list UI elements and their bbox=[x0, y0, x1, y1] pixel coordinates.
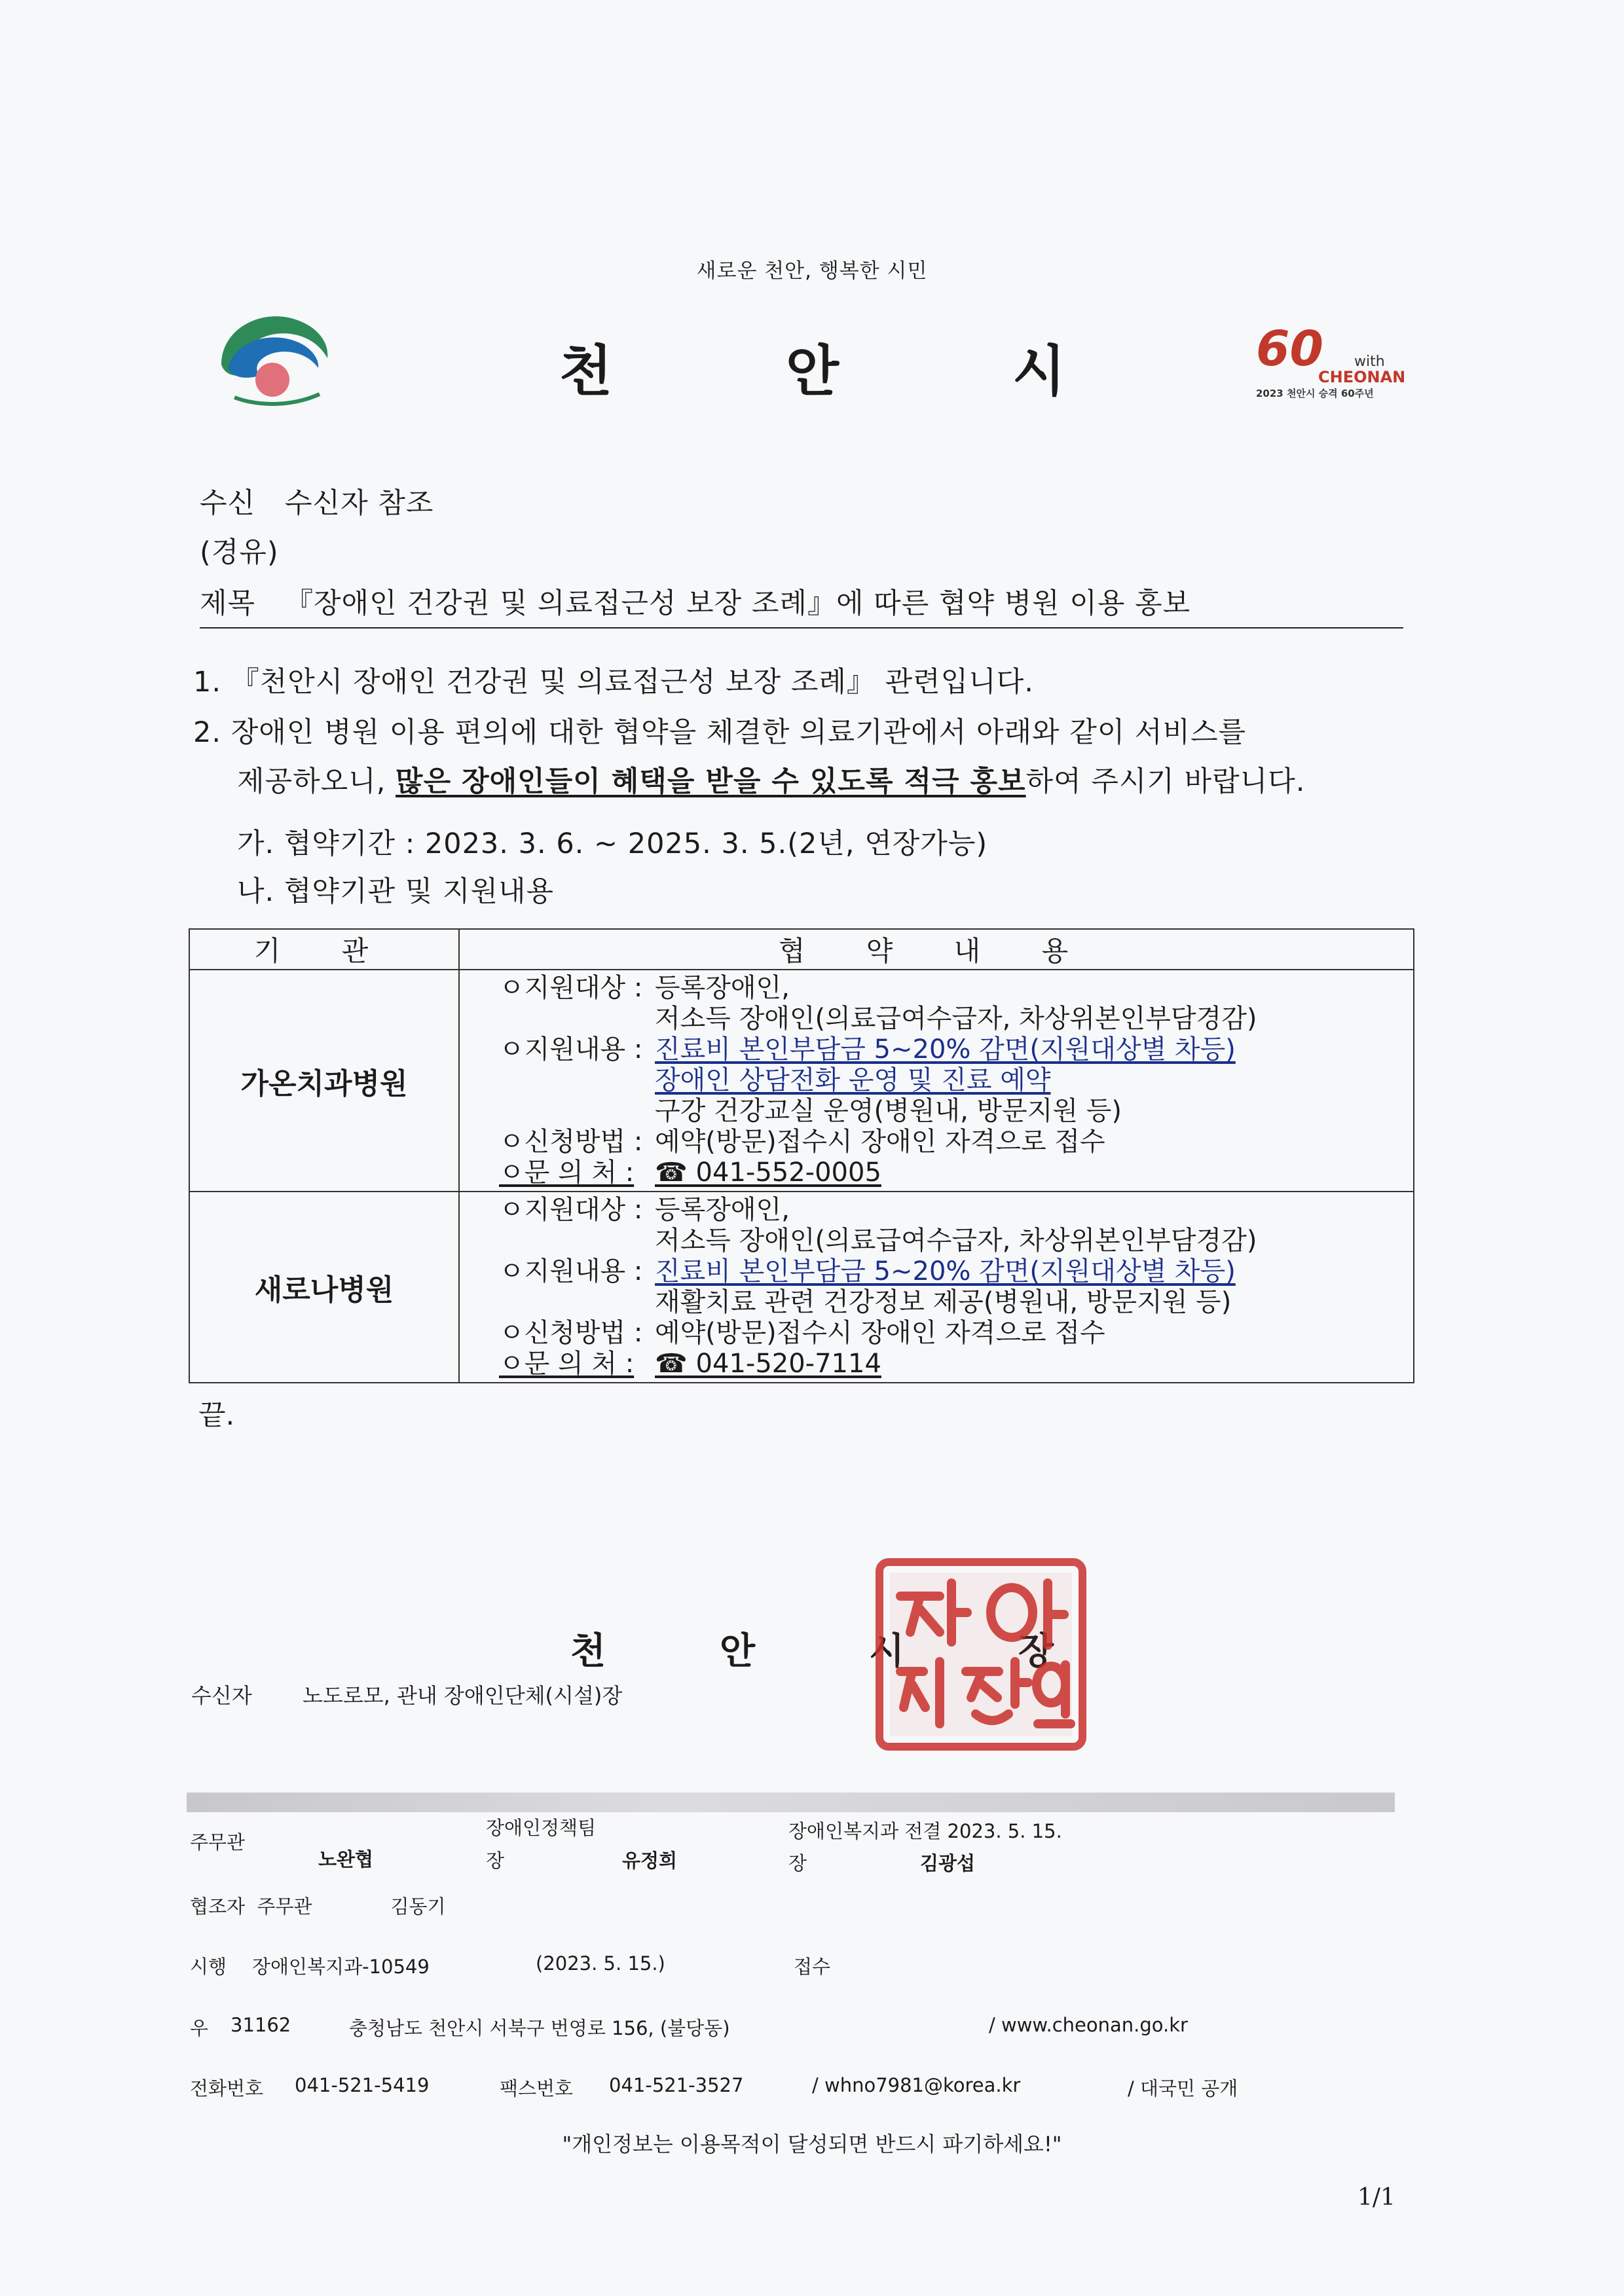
sign-char: 장 bbox=[1018, 1630, 1054, 1673]
fax-value: 041-521-3527 bbox=[609, 2074, 744, 2096]
agreement-details bbox=[459, 970, 1414, 1192]
subject-line bbox=[200, 581, 1190, 621]
target-value: 등록장애인, bbox=[655, 973, 790, 1003]
approval-divider-band bbox=[187, 1793, 1395, 1812]
table-header-row bbox=[189, 929, 1414, 970]
subject-label: 제목 bbox=[200, 587, 256, 620]
content-value: 진료비 본인부담금 5~20% 감면(지원대상별 차등) bbox=[655, 1256, 1236, 1286]
content-value: 재활치료 관련 건강정보 제공(병원내, 방문지원 등) bbox=[655, 1287, 1232, 1317]
header-org: 기 관 bbox=[189, 929, 459, 970]
exec-value: 장애인복지과-10549 bbox=[252, 1956, 430, 1978]
end-mark: 끝. bbox=[198, 1399, 235, 1432]
contact-label: ㅇ문 의 처 : bbox=[499, 1157, 635, 1188]
header-content: 협 약 내 용 bbox=[459, 929, 1414, 970]
dept-name: 김광섭 bbox=[920, 1852, 976, 1874]
dept-label-2: 장 bbox=[788, 1852, 807, 1874]
org-char: 안 bbox=[786, 339, 841, 403]
fax-label: 팩스번호 bbox=[500, 2077, 574, 2100]
p2-prefix: 제공하오니, bbox=[237, 765, 396, 798]
content-label: ㅇ지원내용 : bbox=[499, 1034, 643, 1065]
drafter-label: 주무관 bbox=[190, 1831, 246, 1853]
target-value: 저소득 장애인(의료급여수급자, 차상위본인부담경감) bbox=[655, 1004, 1257, 1034]
recipient-value: 수신자 참조 bbox=[285, 487, 434, 520]
anniv-with: with bbox=[1354, 354, 1385, 370]
recipients-label: 수신자 bbox=[191, 1683, 252, 1708]
page-number: 1/1 bbox=[1357, 2184, 1395, 2211]
anniv-brand: CHEONAN bbox=[1318, 368, 1406, 386]
org-name: 새로나병원 bbox=[189, 1192, 459, 1383]
sign-char: 안 bbox=[719, 1630, 756, 1673]
phone-label: 전화번호 bbox=[190, 2077, 264, 2100]
table-row bbox=[189, 970, 1414, 1192]
p2-emphasis: 많은 장애인들이 혜택을 받을 수 있도록 적극 홍보 bbox=[396, 765, 1026, 798]
apply-value: 예약(방문)접수시 장애인 자격으로 접수 bbox=[655, 1318, 1105, 1348]
sign-char: 시 bbox=[868, 1630, 905, 1673]
org-char: 천 bbox=[559, 339, 614, 403]
phone-value: 041-521-5419 bbox=[295, 2074, 430, 2096]
content-value: 구강 건강교실 운영(병원내, 방문지원 등) bbox=[655, 1096, 1122, 1126]
recipient-line bbox=[200, 481, 434, 521]
cooperator-role: 주무관 bbox=[257, 1895, 312, 1918]
privacy-notice: "개인정보는 이용목적이 달성되면 반드시 파기하세요!" bbox=[562, 2132, 1062, 2157]
receipt-label: 접수 bbox=[794, 1956, 831, 1978]
org-char: 시 bbox=[1012, 339, 1067, 403]
recipient-label: 수신 bbox=[200, 487, 256, 520]
team-label-2: 장 bbox=[486, 1850, 505, 1872]
recipients-line bbox=[191, 1679, 622, 1709]
cooperator-label: 협조자 bbox=[190, 1895, 246, 1918]
dept-action: 전결 2023. 5. 15. bbox=[904, 1820, 1062, 1842]
p2-suffix: 하여 주시기 바랍니다. bbox=[1025, 765, 1306, 798]
exec-date: (2023. 5. 15.) bbox=[536, 1952, 665, 1975]
subject-divider bbox=[200, 627, 1403, 629]
anniversary-logo bbox=[1256, 321, 1406, 412]
contact-value: ☎ 041-520-7114 bbox=[655, 1349, 881, 1379]
recipients-value: 노도로모, 관내 장애인단체(시설)장 bbox=[303, 1683, 623, 1708]
apply-label: ㅇ신청방법 : bbox=[499, 1318, 643, 1348]
content-value: 장애인 상담전화 운영 및 진료 예약 bbox=[655, 1065, 1051, 1095]
content-label: ㅇ지원내용 : bbox=[499, 1256, 643, 1286]
slogan: 새로운 천안, 행복한 시민 bbox=[696, 259, 928, 283]
cooperator-line bbox=[190, 1892, 446, 1919]
contact-value: ☎ 041-552-0005 bbox=[655, 1157, 881, 1188]
team-label-1: 장애인정책팀 bbox=[486, 1817, 597, 1839]
item-ga: 가. 협약기간 : 2023. 3. 6. ~ 2025. 3. 5.(2년, 연장가능) bbox=[237, 828, 988, 860]
email-link[interactable]: / whno7981@korea.kr bbox=[812, 2074, 1021, 2096]
drafter-name: 노완협 bbox=[318, 1848, 374, 1870]
anniv-number: 60 bbox=[1256, 321, 1323, 377]
dept-label-1: 장애인복지과 bbox=[788, 1820, 899, 1842]
subject-value: 『장애인 건강권 및 의료접근성 보장 조례』에 따른 협약 병원 이용 홍보 bbox=[285, 587, 1191, 620]
agreement-table bbox=[189, 928, 1414, 1383]
via-line: (경유) bbox=[200, 536, 279, 569]
target-value: 저소득 장애인(의료급여수급자, 차상위본인부담경감) bbox=[655, 1226, 1257, 1256]
apply-label: ㅇ신청방법 : bbox=[499, 1127, 643, 1157]
content-value: 진료비 본인부담금 5~20% 감면(지원대상별 차등) bbox=[655, 1034, 1236, 1065]
exec-label: 시행 bbox=[190, 1956, 227, 1978]
official-seal bbox=[874, 1557, 1088, 1752]
cooperator-name: 김동기 bbox=[390, 1895, 446, 1918]
anniv-subtitle: 2023 천안시 승격 60주년 bbox=[1256, 388, 1374, 399]
address: 충청남도 천안시 서북구 번영로 156, (불당동) bbox=[349, 2017, 730, 2039]
apply-value: 예약(방문)접수시 장애인 자격으로 접수 bbox=[655, 1127, 1105, 1157]
signature-title bbox=[0, 1622, 1624, 1675]
paragraph-2-line-2 bbox=[237, 759, 1305, 799]
item-na: 나. 협약기관 및 지원내용 bbox=[237, 875, 555, 908]
sign-char: 천 bbox=[570, 1630, 606, 1673]
paragraph-2-line-1: 2. 장애인 병원 이용 편의에 대한 협약을 체결한 의료기관에서 아래와 같이 서비스를 bbox=[193, 716, 1247, 749]
agreement-details bbox=[459, 1192, 1414, 1383]
postal-label: 우 bbox=[190, 2017, 209, 2039]
paragraph-1: 1. 『천안시 장애인 건강권 및 의료접근성 보장 조례』 관련입니다. bbox=[193, 666, 1034, 699]
postal-code: 31162 bbox=[231, 2014, 291, 2036]
contact-label: ㅇ문 의 처 : bbox=[499, 1349, 635, 1379]
website-link[interactable]: / www.cheonan.go.kr bbox=[989, 2014, 1188, 2036]
target-label: ㅇ지원대상 : bbox=[499, 973, 643, 1003]
table-row bbox=[189, 1192, 1414, 1383]
org-name: 가온치과병원 bbox=[189, 970, 459, 1192]
target-value: 등록장애인, bbox=[655, 1195, 790, 1225]
team-name: 유정희 bbox=[622, 1850, 678, 1872]
disclosure: / 대국민 공개 bbox=[1128, 2077, 1238, 2100]
dept-line bbox=[788, 1817, 1062, 1844]
target-label: ㅇ지원대상 : bbox=[499, 1195, 643, 1225]
